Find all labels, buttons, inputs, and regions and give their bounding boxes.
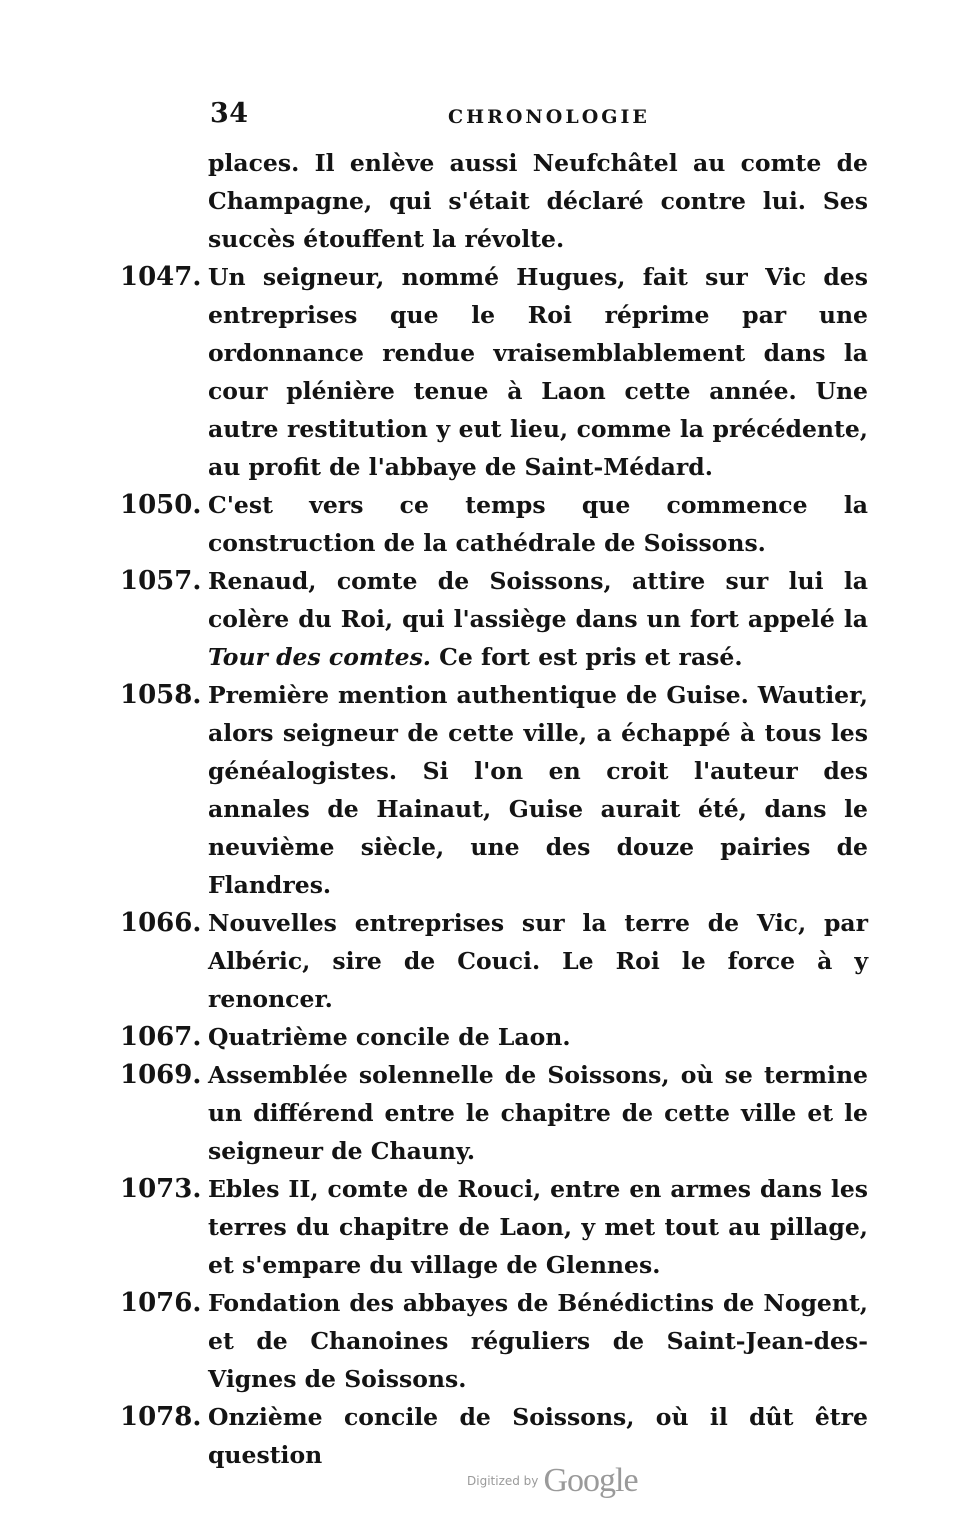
chronology-entry xyxy=(120,562,870,676)
entry-text: Ebles II, comte de Rouci, entre en armes dans les terres du chapitre de Laon, y met tout au pillage, et s'empare du village de Glennes. xyxy=(208,1175,868,1279)
entry-year: 1067. xyxy=(120,1022,202,1052)
entry-year: 1047. xyxy=(120,262,202,292)
entry-text: Un seigneur, nommé Hugues, fait sur Vic des entreprises que le Roi réprime par une ordonnance rendue vraisemblablement dans la cour plénière tenue à Laon cette année. Une autre restitution y eut lieu, comme la précédente, au profit de l'abbaye de Saint-Médard. xyxy=(208,263,868,481)
continuation-text: places. Il enlève aussi Neufchâtel au comte de Champagne, qui s'était déclaré contre lui. Ses succès étouffent la révolte. xyxy=(208,149,868,253)
running-head: CHRONOLOGIE xyxy=(448,106,650,128)
entry-year: 1058. xyxy=(120,680,202,710)
chronology-entry xyxy=(120,1056,870,1170)
entry-text xyxy=(208,562,868,676)
entry-text-roman: Renaud, comte de Soissons, attire sur lui la colère du Roi, qui l'assiège dans un fort appelé la xyxy=(208,567,868,633)
chronology-entry xyxy=(120,1018,870,1056)
page-number: 34 xyxy=(210,98,249,129)
digitized-by-label: Digitized by xyxy=(467,1474,539,1488)
chronology-entry xyxy=(120,1284,870,1398)
entry-text: Onzième concile de Soissons, où il dût être question xyxy=(208,1403,868,1469)
chronology-entry xyxy=(120,1170,870,1284)
continuation-paragraph xyxy=(120,144,870,258)
google-logo: Google xyxy=(543,1462,638,1499)
entry-year: 1073. xyxy=(120,1174,202,1204)
chronology-text xyxy=(120,144,870,1474)
entry-year: 1078. xyxy=(120,1402,202,1432)
page-header xyxy=(210,98,865,138)
entry-text: Première mention authentique de Guise. Wautier, alors seigneur de cette ville, a échappé à tous les généalogistes. Si l'on en croit l'auteur des annales de Hainaut, Guise aurait été, dans le neuvième siècle, une des douze pairies de Flandres. xyxy=(208,681,868,899)
entry-year: 1066. xyxy=(120,908,202,938)
entry-year: 1057. xyxy=(120,566,202,596)
chronology-entry xyxy=(120,486,870,562)
entry-year: 1076. xyxy=(120,1288,202,1318)
entry-year: 1050. xyxy=(120,490,202,520)
entry-text: Quatrième concile de Laon. xyxy=(208,1023,571,1051)
chronology-entry xyxy=(120,904,870,1018)
entry-text: C'est vers ce temps que commence la construction de la cathédrale de Soissons. xyxy=(208,491,868,557)
chronology-entry xyxy=(120,258,870,486)
entry-text: Assemblée solennelle de Soissons, où se termine un différend entre le chapitre de cette ville et le seigneur de Chauny. xyxy=(208,1061,868,1165)
entry-text-italic: Tour des comtes. xyxy=(208,643,431,671)
entry-year: 1069. xyxy=(120,1060,202,1090)
entry-text-roman: Ce fort est pris et rasé. xyxy=(430,643,743,671)
entry-text: Nouvelles entreprises sur la terre de Vic, par Albéric, sire de Couci. Le Roi le force à y renoncer. xyxy=(208,909,868,1013)
entry-text: Fondation des abbayes de Bénédictins de Nogent, et de Chanoines réguliers de Saint-Jean-des-Vignes de Soissons. xyxy=(208,1289,868,1393)
digitization-watermark xyxy=(467,1462,638,1500)
chronology-entry xyxy=(120,676,870,904)
